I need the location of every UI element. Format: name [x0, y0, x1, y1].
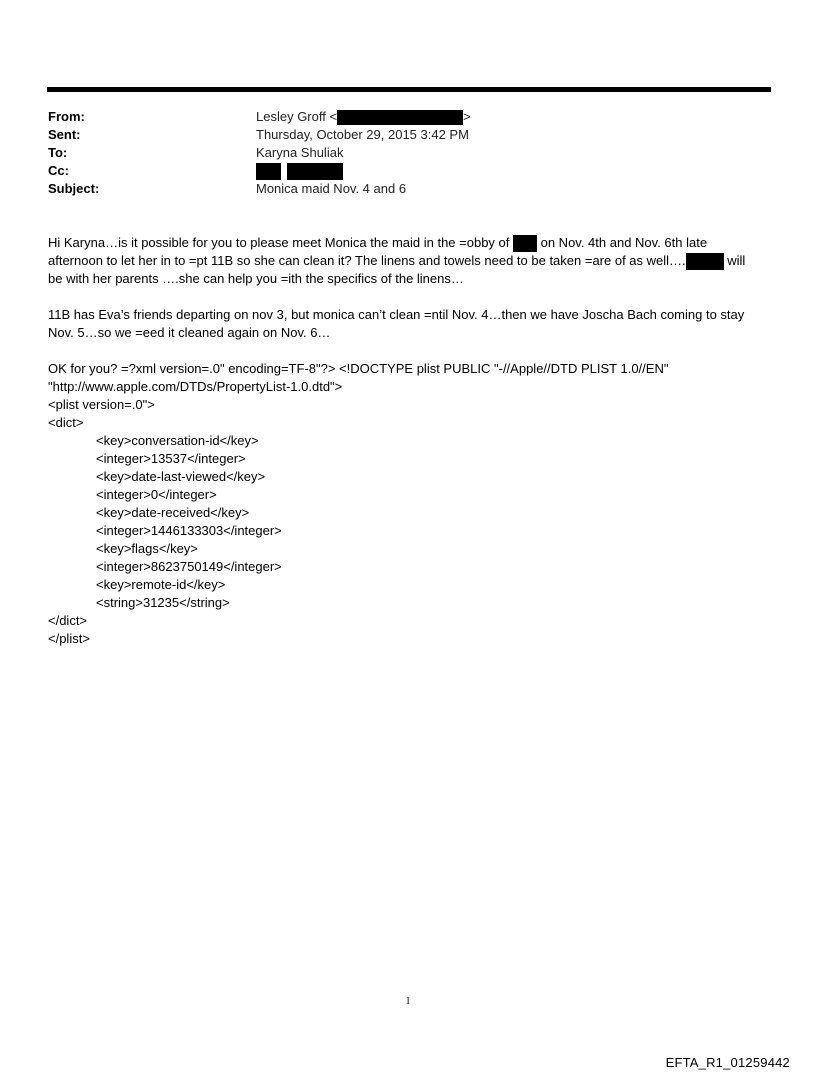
plist-line: <key>date-received</key> — [96, 505, 250, 520]
text-line: Nov. 5…so we =eed it cleaned again on Nov. 6… — [48, 325, 331, 340]
text-line: <plist version=.0"> — [48, 397, 155, 412]
cc-label: Cc: — [48, 163, 69, 178]
subject-label: Subject: — [48, 181, 100, 196]
document-id: EFTA_R1_01259442 — [665, 1055, 790, 1070]
sent-label: Sent: — [48, 127, 81, 142]
paragraph-1 — [48, 234, 778, 288]
cc-value — [256, 162, 343, 180]
from-row — [48, 108, 768, 126]
redaction-box — [513, 235, 537, 252]
text-line: "http://www.apple.com/DTDs/PropertyList-1.0.dtd"> — [48, 379, 343, 394]
subject-row — [48, 180, 768, 198]
plist-line: <integer>13537</integer> — [96, 451, 246, 466]
text-segment: afternoon to let her in to =pt 11B so she can clean it? The linens and towels need to be taken =are of as well…. — [48, 253, 686, 268]
plist-line: <key>date-last-viewed</key> — [96, 469, 266, 484]
text-segment: on Nov. 4th and Nov. 6th late — [537, 235, 708, 250]
text-line: OK for you? =?xml version=.0" encoding=TF-8"?> <!DOCTYPE plist PUBLIC "-//Apple//DTD PLIST 1.0//EN" — [48, 361, 669, 376]
from-name: Lesley Groff < — [256, 109, 338, 124]
plist-line: <key>remote-id</key> — [96, 577, 226, 592]
redaction-box — [256, 163, 281, 180]
plist-line: <integer>8623750149</integer> — [96, 559, 282, 574]
from-value — [256, 108, 471, 126]
text-line — [48, 252, 778, 270]
text-segment: will — [723, 253, 746, 268]
redaction-box — [337, 110, 463, 125]
text-line: <dict> — [48, 415, 84, 430]
to-label: To: — [48, 145, 68, 160]
text-line — [48, 234, 778, 252]
to-row — [48, 144, 768, 162]
cc-row — [48, 162, 768, 180]
text-line: </dict> — [48, 613, 88, 628]
text-segment: Hi Karyna…is it possible for you to please meet Monica the maid in the =obby of — [48, 235, 513, 250]
sent-value: Thursday, October 29, 2015 3:42 PM — [256, 127, 469, 142]
sent-row — [48, 126, 768, 144]
paragraph-2 — [48, 306, 778, 342]
text-line: be with her parents ….she can help you =ith the specifics of the linens… — [48, 271, 464, 286]
text-line: 11B has Eva’s friends departing on nov 3, but monica can’t clean =ntil Nov. 4…then we have Joscha Bach coming to stay — [48, 307, 745, 322]
plist-line: <integer>1446133303</integer> — [96, 523, 282, 538]
paragraph-3 — [48, 360, 778, 648]
redaction-box — [287, 163, 343, 180]
plist-line: <integer>0</integer> — [96, 487, 217, 502]
subject-value: Monica maid Nov. 4 and 6 — [256, 181, 407, 196]
from-label: From: — [48, 109, 85, 124]
from-bracket: > — [463, 109, 471, 124]
plist-line: <string>31235</string> — [96, 595, 230, 610]
text-line: </plist> — [48, 631, 90, 646]
header-divider — [47, 87, 771, 92]
plist-line: <key>flags</key> — [96, 541, 198, 556]
to-value: Karyna Shuliak — [256, 145, 344, 160]
page-number: 1 — [405, 996, 411, 1007]
plist-line: <key>conversation-id</key> — [96, 433, 259, 448]
redaction-box — [686, 253, 724, 270]
